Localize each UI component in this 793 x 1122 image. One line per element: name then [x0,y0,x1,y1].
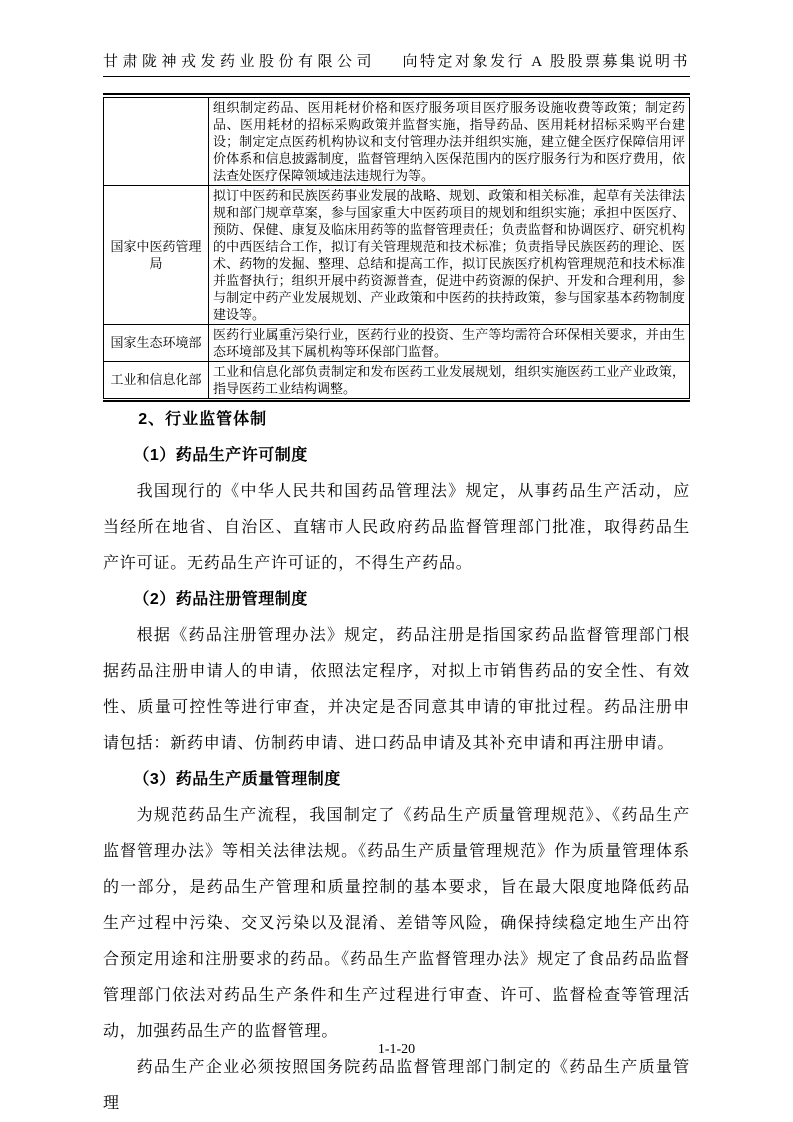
paragraph: 为规范药品生产流程，我国制定了《药品生产质量管理规范》、《药品生产监督管理办法》等相关法律法规。《药品生产质量管理规范》作为质量管理体系的一部分，是药品生产管理和质量控制的基本要求，旨在最大限度地降低药品生产过程中污染、交叉污染以及混淆、差错等风险，确保持续稳定地生产出符合预定用途和注册要求的药品。《药品生产监督管理办法》规定了食品药品监督管理部门依法对药品生产条件和生产过程进行审查、许可、监督检查等管理活动，加强药品生产的监督管理。 [103,807,690,1040]
duty-cell: 医药行业属重污染行业，医药行业的投资、生产等均需符合环保相关要求，并由生态环境部及其下属机构等环保部门监督。 [209,324,690,361]
table-row-continued [104,97,690,185]
agency-cell [104,97,209,185]
subsection-title-gmp: （3）药品生产质量管理制度 [133,771,341,788]
paragraph: 药品生产企业必须按照国务院药品监督管理部门制定的《药品生产质量管理 [103,1059,690,1112]
paragraph: 我国现行的《中华人民共和国药品管理法》规定，从事药品生产活动，应当经所在地省、自治区、直辖市人民政府药品监督管理部门批准，取得药品生产许可证。无药品生产许可证的，不得生产药品。 [103,483,690,572]
table-row-tcm-administration [104,185,690,324]
subsection-title-drug-registration: （2）药品注册管理制度 [133,591,308,608]
agency-cell: 国家中医药管理局 [104,185,209,324]
body-text [103,402,690,1122]
header-doc-title: 向特定对象发行 A 股股票募集说明书 [402,54,690,70]
agency-cell: 工业和信息化部 [104,361,209,398]
page-footer [0,1042,793,1058]
header-company-name: 甘肃陇神戎发药业股份有限公司 [103,54,377,70]
paragraph: 根据《药品注册管理办法》规定，药品注册是指国家药品监督管理部门根据药品注册申请人的申请，依照法定程序，对拟上市销售药品的安全性、有效性、质量可控性等进行审查，并决定是否同意其申请的审批过程。药品注册申请包括：新药申请、仿制药申请、进口药品申请及其补充申请和再注册申请。 [103,627,690,752]
duty-cell: 组织制定药品、医用耗材价格和医疗服务项目医疗服务设施收费等政策；制定药品、医用耗材的招标采购政策并监督实施，指导药品、医用耗材招标采购平台建设；制定定点医药机构协议和支付管理办法并组织实施，建立健全医疗保障信用评价体系和信息披露制度，监督管理纳入医保范围内的医疗服务行为和医疗费用，依法查处医疗保障领域违法违规行为等。 [209,97,690,185]
agency-cell: 国家生态环境部 [104,324,209,361]
regulator-table [103,97,690,399]
regulator-table-wrapper [103,93,690,402]
duty-cell: 工业和信息化部负责制定和发布医药工业发展规划，组织实施医药工业产业政策，指导医药工业结构调整。 [209,361,690,398]
subsection-title-production-license: （1）药品生产许可制度 [133,447,308,464]
table-row-miit [104,361,690,398]
section-heading-regulation-system: 2、行业监管体制 [138,411,268,428]
page-content [103,93,690,1122]
duty-cell: 拟订中医药和民族医药事业发展的战略、规划、政策和相关标准，起草有关法律法规和部门规章草案，参与国家重大中医药项目的规划和组织实施；承担中医医疗、预防、保健、康复及临床用药等的监督管理责任；负责监督和协调医疗、研究机构的中西医结合工作，拟订有关管理规范和技术标准；负责指导民族医药的理论、医术、药物的发掘、整理、总结和提高工作，拟订民族医疗机构管理规范和技术标准并监督执行；组织开展中药资源普查，促进中药资源的保护、开发和合理利用，参与制定中药产业发展规划、产业政策和中医药的扶持政策，参与国家基本药物制度建设等。 [209,185,690,324]
table-row-ecology-environment [104,324,690,361]
page-header [103,50,690,77]
page-number: 1-1-20 [377,1042,416,1057]
